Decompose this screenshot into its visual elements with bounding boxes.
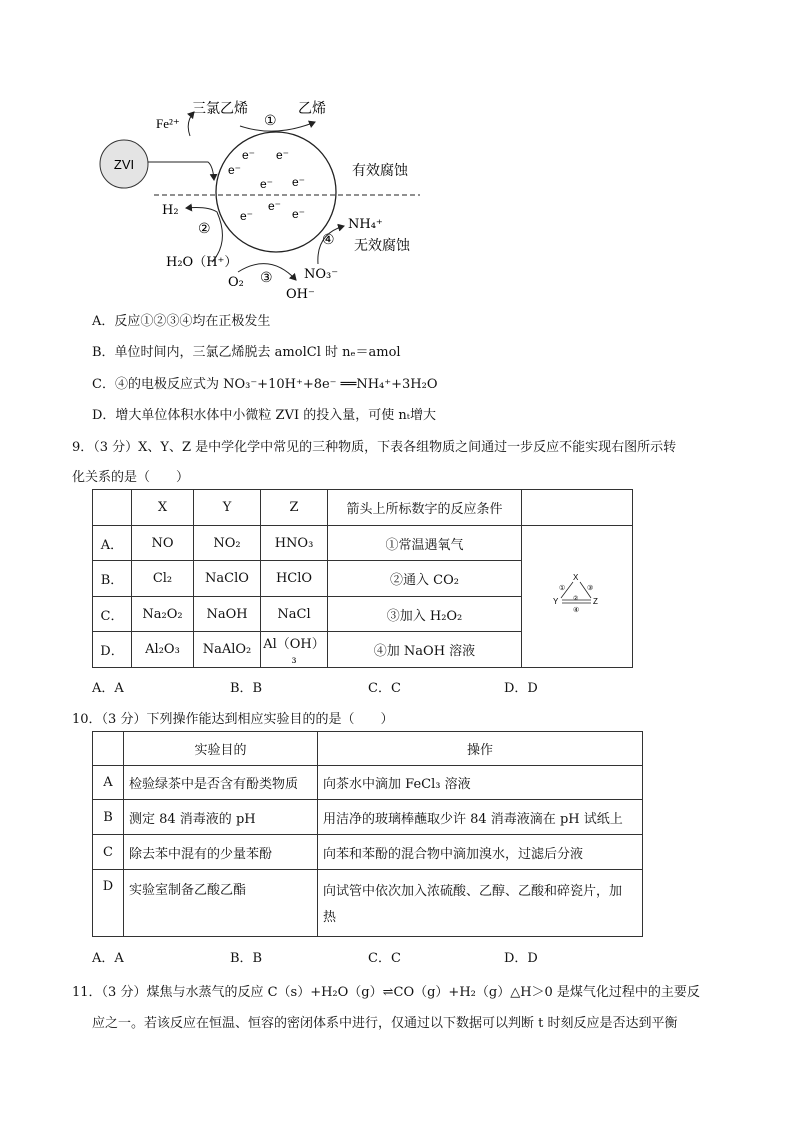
trichloroethylene-label: 三氯乙烯 [192,101,248,117]
q9-answer-b[interactable]: B．B [230,681,263,696]
q10-answer-d[interactable]: D．D [504,951,538,966]
q9-cell: ③加入 H₂O₂ [328,597,522,632]
q9-header-empty [93,490,132,526]
q9-cell: Al（OH）₃ [261,632,328,668]
q9-cell: ①常温遇氧气 [328,526,522,561]
svg-text:e⁻: e⁻ [292,175,306,189]
q9-cell: NaCl [261,597,328,632]
q9-cell: ④加 NaOH 溶液 [328,632,522,668]
reaction-2-marker: ② [198,221,211,237]
q9-cell: HClO [261,561,328,597]
svg-text:e⁻: e⁻ [260,177,274,191]
q8-option-b: B．单位时间内，三氯乙烯脱去 amolCl 时 nₑ＝amol [92,345,401,360]
q9-header-z: Z [261,490,328,526]
q10-header-empty [93,732,124,766]
q10-answers [92,947,538,966]
reaction-1-marker: ① [264,113,277,129]
reaction-3-marker: ③ [260,270,273,286]
q9-row-label: B． [93,561,132,597]
q9-cell: NO₂ [194,526,261,561]
q8-option-c: C．④的电极反应式为 NO₃⁻+10H⁺+8e⁻ ══NH₄⁺+3H₂O [92,377,438,392]
q8-option-a: A．反应①②③④均在正极发生 [92,314,271,329]
q10-answer-b[interactable]: B．B [230,951,263,966]
q10-operation-line1: 向试管中依次加入浓硫酸、乙醇、乙酸和碎瓷片，加 [323,884,623,899]
svg-text:e⁻: e⁻ [242,148,256,162]
q10-answer-a[interactable]: A．A [92,951,124,966]
oh-label: OH⁻ [286,287,315,302]
ineffective-corrosion-label: 无效腐蚀 [354,238,410,254]
q9-cell: ②通入 CO₂ [328,561,522,597]
q10-header-operation: 操作 [318,732,643,766]
svg-text:③: ③ [587,583,594,592]
q9-cell: Na₂O₂ [132,597,194,632]
q9-cell: Cl₂ [132,561,194,597]
q9-answer-d[interactable]: D．D [504,681,538,696]
q9-cell: Al₂O₃ [132,632,194,668]
q10-answer-c[interactable]: C．C [368,951,401,966]
svg-text:e⁻: e⁻ [268,199,282,213]
q10-operation: 向茶水中滴加 FeCl₃ 溶液 [318,766,643,800]
q11-stem-line1: 11．（3 分）煤焦与水蒸气的反应 C（s）+H₂O（g）⇌CO（g）+H₂（g）△H＞0 是煤气化过程中的主要反 [72,985,700,1000]
q9-stem-line1: 9．（3 分）X、Y、Z 是中学化学中常见的三种物质，下表各组物质之间通过一步反应不能实现右图所示转 [72,440,677,455]
q9-mini-diagram-cell [522,526,633,668]
q9-cell: NO [132,526,194,561]
arrow-zvi-to-circle [148,162,214,180]
nh4-label: NH₄⁺ [348,217,383,232]
arrow-reaction-1 [240,122,315,131]
q9-row-label: D． [93,632,132,668]
svg-text:Z: Z [593,596,598,606]
q10-row-label: C [93,835,124,870]
q10-stem: 10．（3 分）下列操作能达到相应实验目的的是（ ） [72,712,394,727]
q9-header-blank [522,490,633,526]
svg-text:②: ② [573,594,579,602]
q10-header-goal: 实验目的 [124,732,318,766]
q9-stem-line2: 化关系的是（ ） [72,470,190,485]
q8-option-d: D．增大单位体积水体中小微粒 ZVI 的投入量，可使 nₜ增大 [92,408,436,423]
no3-label: NO₃⁻ [304,267,339,282]
q9-table [92,489,633,668]
q10-goal: 检验绿茶中是否含有酚类物质 [124,766,318,800]
q10-operation-multiline [318,870,643,937]
q10-goal: 实验室制备乙酸乙酯 [124,870,318,937]
q9-row-label: A． [93,526,132,561]
svg-text:①: ① [559,583,566,592]
svg-text:Y: Y [553,596,559,606]
ethylene-label: 乙烯 [298,101,326,117]
q10-row-label: B [93,800,124,835]
svg-text:e⁻: e⁻ [292,207,306,221]
q9-cell: NaAlO₂ [194,632,261,668]
zvi-label: ZVI [113,157,135,172]
q9-cell: NaOH [194,597,261,632]
q9-answers [92,677,538,696]
svg-text:④: ④ [573,605,580,614]
q9-header-x: X [132,490,194,526]
q9-cell: NaClO [194,561,261,597]
effective-corrosion-label: 有效腐蚀 [352,163,408,179]
fe2-label: Fe²⁺ [156,116,180,131]
o2-label: O₂ [228,275,244,290]
q9-answer-a[interactable]: A．A [92,681,124,696]
q10-operation-line2: 热 [323,910,337,925]
q10-row-label: A [93,766,124,800]
svg-text:X: X [573,572,579,582]
xyz-cycle-diagram [547,570,607,620]
q10-operation: 向苯和苯酚的混合物中滴加溴水，过滤后分液 [318,835,643,870]
q10-row-label: D [93,870,124,937]
q11-stem-line2: 应之一。若该反应在恒温、恒容的密闭体系中进行，仅通过以下数据可以判断 t 时刻反应是否达到平衡 [92,1016,678,1031]
corrosion-diagram [90,92,430,302]
reaction-4-marker: ④ [322,232,335,248]
q10-operation: 用洁净的玻璃棒蘸取少许 84 消毒液滴在 pH 试纸上 [318,800,643,835]
q9-cell: HNO₃ [261,526,328,561]
svg-text:e⁻: e⁻ [228,163,242,177]
svg-text:e⁻: e⁻ [240,209,254,223]
q9-row-label: C． [93,597,132,632]
svg-text:e⁻: e⁻ [276,148,290,162]
q9-header-y: Y [194,490,261,526]
h2-label: H₂ [162,203,179,218]
q9-answer-c[interactable]: C．C [368,681,401,696]
q9-header-condition: 箭头上所标数字的反应条件 [328,490,522,526]
q10-goal: 除去苯中混有的少量苯酚 [124,835,318,870]
h2o-label: H₂O（H⁺） [166,255,238,270]
q10-goal: 测定 84 消毒液的 pH [124,800,318,835]
q10-table [92,731,643,937]
